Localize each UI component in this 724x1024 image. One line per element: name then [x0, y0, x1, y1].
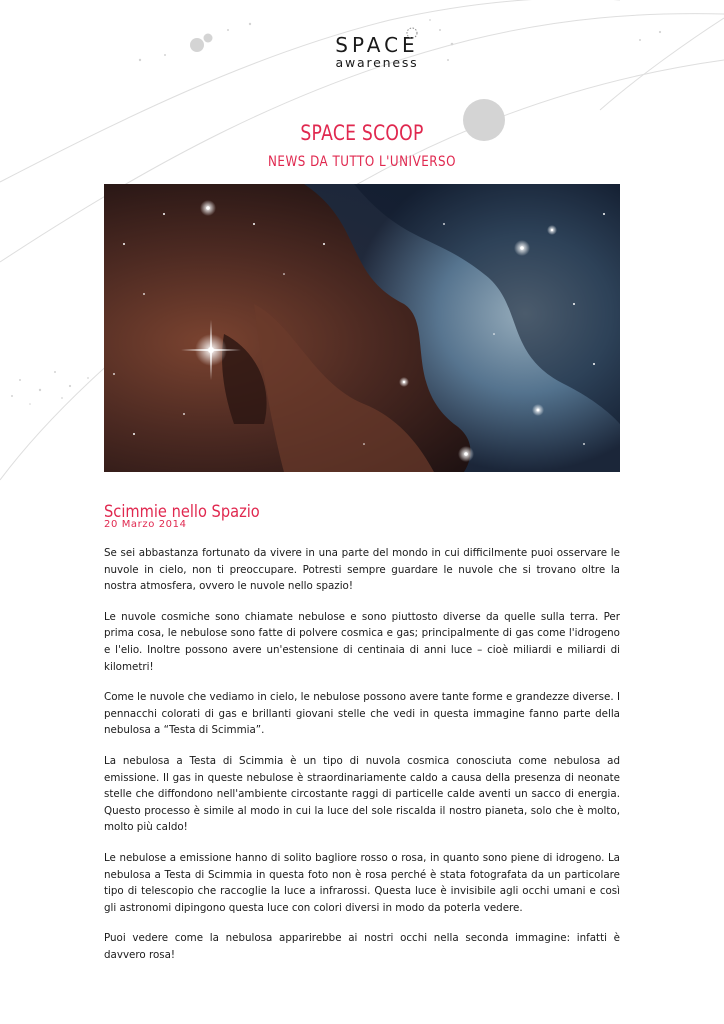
paragraph: Come le nuvole che vediamo in cielo, le nebulose possono avere tante forme e grandezze diverse. I pennacchi colorati di gas e brillanti giovani stelle che vedi in questa immagine fanno parte della nebulosa a “Testa di Scimmia”.: [104, 691, 620, 737]
paragraph: Se sei abbastanza fortunato da vivere in una parte del mondo in cui difficilmente puoi osservare le nuvole in cielo, non ti preoccupare. Potresti sempre guardare le nuvole che si trovano oltre la nostra atmosfera, ovvero le nuvole nello spazio!: [104, 547, 620, 593]
page-subtitle: NEWS DA TUTTO L'UNIVERSO: [268, 154, 456, 170]
paragraph: Le nuvole cosmiche sono chiamate nebulose e sono piuttosto diverse da quelle sulla terra. Per prima cosa, le nebulose sono fatte di polvere cosmica e gas; principalmente di gas come l'idrogeno e l'elio. Inoltre possono avere un'estensione di centinaia di anni luce – cioè miliardi e miliardi di kilometri!: [104, 610, 620, 673]
paragraph: Puoi vedere come la nebulosa apparirebbe ai nostri occhi nella seconda immagine: infatti è davvero rosa!: [104, 932, 620, 961]
page-title: SPACE SCOOP: [300, 121, 424, 145]
article-date: 20 Marzo 2014: [104, 519, 187, 530]
logo-main-text: SPACE: [335, 33, 419, 57]
nebula-hero-image: [104, 184, 620, 472]
paragraph: Le nebulose a emissione hanno di solito bagliore rosso o rosa, in quanto sono piene di idrogeno. La nebulosa a Testa di Scimmia in questa foto non è rosa perché è stata fotografata da un particolare tipo di telescopio che raccoglie la luce a infrarossi. Questa luce è invisibile agli occhi umani e così gli astronomi dipingono questa luce con colori diversi in modo da poterla vedere.: [104, 851, 620, 914]
article-body: [104, 545, 620, 977]
paragraph: La nebulosa a Testa di Scimmia è un tipo di nuvola cosmica conosciuta come nebulosa ad emissione. Il gas in queste nebulose è straordinariamente caldo a causa della presenza di neonate stelle che diffondono nell'ambiente circostante raggi di particelle calde aventi un sacco di energia. Questo processo è simile al modo in cui la luce del sole riscalda il nostro pianeta, solo che è molto, molto più caldo!: [104, 754, 620, 834]
logo-dot-ring-icon: [405, 26, 419, 40]
logo-sub-text: awareness: [335, 55, 419, 70]
article-title: Scimmie nello Spazio: [104, 502, 260, 522]
